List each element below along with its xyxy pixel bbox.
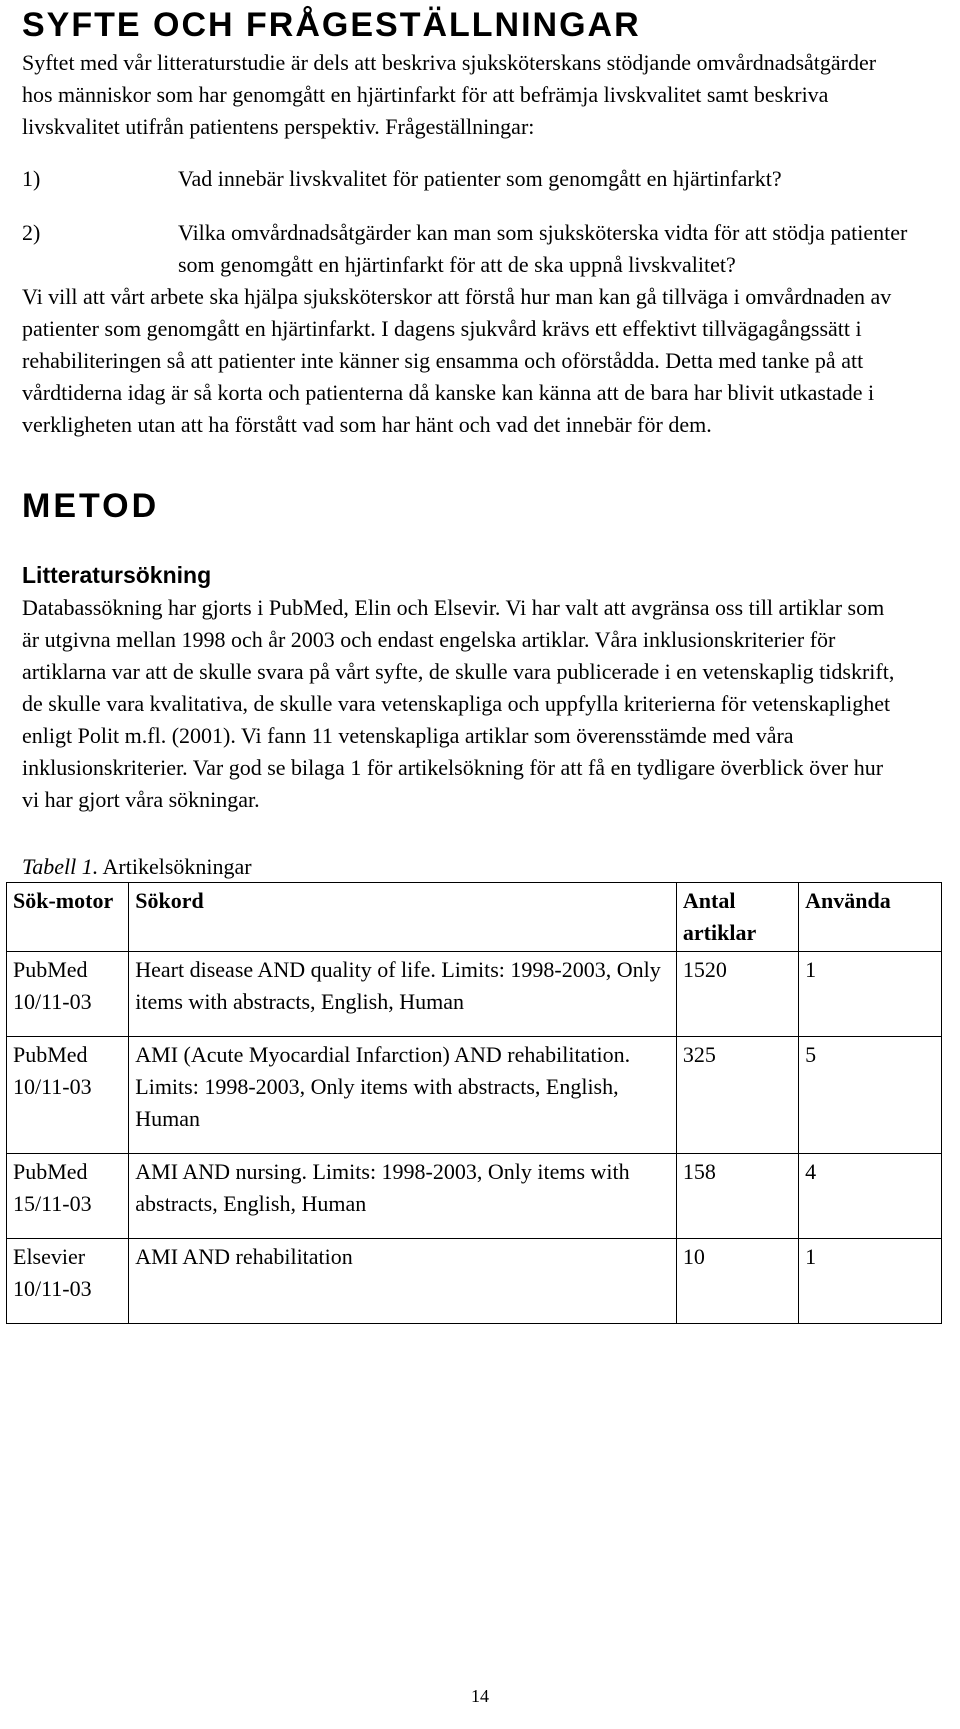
question-number: 1) bbox=[22, 166, 41, 191]
engine-name: PubMed bbox=[13, 1042, 88, 1067]
header-cell-query: Sökord bbox=[129, 883, 677, 952]
cell-query: AMI AND nursing. Limits: 1998-2003, Only items with abstracts, English, Human bbox=[129, 1154, 677, 1239]
question-item bbox=[22, 163, 922, 195]
cell-used: 5 bbox=[799, 1037, 942, 1154]
question-item bbox=[22, 217, 922, 281]
question-number: 2) bbox=[22, 220, 41, 245]
table-row bbox=[7, 1037, 942, 1154]
page-number: 14 bbox=[471, 1686, 489, 1706]
cell-used: 1 bbox=[799, 952, 942, 1037]
table-caption-text: Artikelsökningar bbox=[98, 854, 252, 879]
cell-count: 158 bbox=[676, 1154, 798, 1239]
cell-query: AMI (Acute Myocardial Infarction) AND rehabilitation. Limits: 1998-2003, Only items with abstracts, English, Human bbox=[129, 1037, 677, 1154]
search-results-table bbox=[6, 882, 942, 1324]
syfte-motivation-paragraph: Vi vill att vårt arbete ska hjälpa sjuksköterskor att förstå hur man kan gå tillväga i omvårdnaden av patienter som genomgått en hjärtinfarkt. I dagens sjukvård krävs ett effektivt tillvägagångssätt i rehabiliteringen så att patienter inte känner sig ensamma och oförstådda. Detta med tanke på att vårdtiderna idag är så korta och patienterna då kanske kan känna att de bara har blivit utkastade i verkligheten utan att ha förstått vad som har hänt och vad det innebär för dem. bbox=[22, 284, 892, 437]
table-row bbox=[7, 952, 942, 1037]
search-date: 10/11-03 bbox=[13, 989, 92, 1014]
table-caption-label: Tabell 1. bbox=[22, 854, 99, 879]
cell-count: 10 bbox=[676, 1239, 798, 1324]
header-cell-used: Använda bbox=[799, 883, 942, 952]
section-title-metod: METOD bbox=[22, 487, 160, 525]
table-row bbox=[7, 1154, 942, 1239]
cell-query: Heart disease AND quality of life. Limits: 1998-2003, Only items with abstracts, English, Human bbox=[129, 952, 677, 1037]
page-content bbox=[13, 0, 942, 1324]
engine-name: Elsevier bbox=[13, 1244, 86, 1269]
cell-engine bbox=[7, 1239, 129, 1324]
syfte-intro-paragraph: Syftet med vår litteraturstudie är dels att beskriva sjuksköterskans stödjande omvårdnadsåtgärder hos människor som har genomgått en hjärtinfarkt för att befrämja livskvalitet samt beskriva livskvalitet utifrån patientens perspektiv. Frågeställningar: bbox=[22, 50, 877, 139]
engine-name: PubMed bbox=[13, 957, 88, 982]
subsection-title-litteratursokning: Litteratursökning bbox=[22, 562, 212, 588]
search-date: 10/11-03 bbox=[13, 1074, 92, 1099]
cell-engine bbox=[7, 952, 129, 1037]
header-cell-count: Antal artiklar bbox=[676, 883, 798, 952]
engine-name: PubMed bbox=[13, 1159, 88, 1184]
cell-count: 1520 bbox=[676, 952, 798, 1037]
table-row bbox=[7, 1239, 942, 1324]
header-cell-engine: Sök-motor bbox=[7, 883, 129, 952]
cell-used: 4 bbox=[799, 1154, 942, 1239]
cell-query: AMI AND rehabilitation bbox=[129, 1239, 677, 1324]
search-date: 15/11-03 bbox=[13, 1191, 92, 1216]
cell-used: 1 bbox=[799, 1239, 942, 1324]
section-title-syfte: SYFTE OCH FRÅGESTÄLLNINGAR bbox=[22, 6, 641, 44]
table-caption bbox=[22, 852, 942, 882]
question-text: Vilka omvårdnadsåtgärder kan man som sjuksköterska vidta för att stödja patienter som genomgått en hjärtinfarkt för att de ska uppnå livskvalitet? bbox=[178, 220, 908, 277]
cell-engine bbox=[7, 1037, 129, 1154]
search-date: 10/11-03 bbox=[13, 1276, 92, 1301]
metod-paragraph: Databassökning har gjorts i PubMed, Elin och Elsevir. Vi har valt att avgränsa oss till artiklar som är utgivna mellan 1998 och år 2003 och endast engelska artiklar. Våra inklusionskriterier för artiklarna var att de skulle svara på vårt syfte, de skulle vara publicerade i en vetenskaplig tidskrift, de skulle vara kvalitativa, de skulle vara vetenskapliga och uppfylla kriterierna för vetenskaplighet enligt Polit m.fl. (2001). Vi fann 11 vetenskapliga artiklar som överensstämde med våra inklusionskriterier. Var god se bilaga 1 för artikelsökning för att få en tydligare överblick över hur vi har gjort våra sökningar. bbox=[22, 595, 895, 812]
table-header-row bbox=[7, 883, 942, 952]
cell-engine bbox=[7, 1154, 129, 1239]
question-text: Vad innebär livskvalitet för patienter som genomgått en hjärtinfarkt? bbox=[178, 166, 782, 191]
cell-count: 325 bbox=[676, 1037, 798, 1154]
